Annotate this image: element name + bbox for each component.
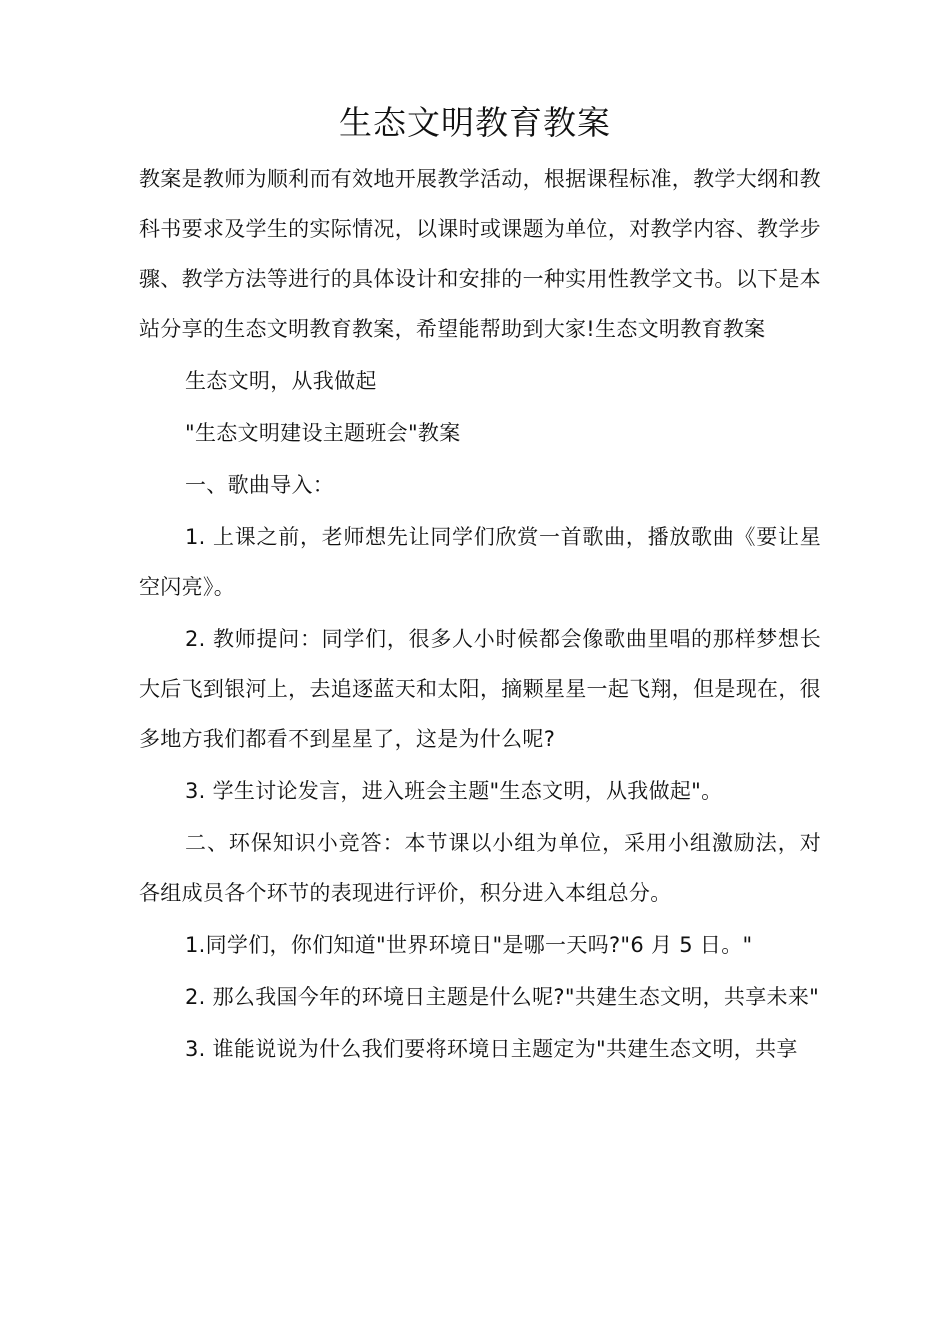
list-item-1-1: 1. 上课之前，老师想先让同学们欣赏一首歌曲，播放歌曲《要让星空闪亮》。 [139, 525, 821, 599]
list-item-2-2: 2. 那么我国今年的环境日主题是什么呢?"共建生态文明，共享未来" [185, 985, 820, 1009]
section-heading-2: 二、环保知识小竞答：本节课以小组为单位，采用小组激励法，对各组成员各个环节的表现进行评价，积分进入本组总分。 [139, 831, 821, 905]
intro-paragraph: 教案是教师为顺利而有效地开展教学活动，根据课程标准，教学大纲和教科书要求及学生的实际情况，以课时或课题为单位，对教学内容、教学步骤、教学方法等进行的具体设计和安排的一种实用性教学文书。以下是本站分享的生态文明教育教案，希望能帮助到大家!生态文明教育教案 [139, 167, 821, 341]
list-item-2-3: 3. 谁能说说为什么我们要将环境日主题定为"共建生态文明，共享 [185, 1037, 798, 1061]
subtitle-paragraph: 生态文明，从我做起 [185, 369, 377, 393]
section-heading-1: 一、歌曲导入： [185, 473, 335, 497]
list-item-1-3: 3. 学生讨论发言，进入班会主题"生态文明，从我做起"。 [185, 779, 723, 803]
document-body [139, 154, 821, 1074]
lesson-title-paragraph: "生态文明建设主题班会"教案 [185, 421, 461, 445]
list-item-2-1: 1.同学们，你们知道"世界环境日"是哪一天吗?"6 月 5 日。" [185, 933, 753, 957]
list-item-1-2: 2. 教师提问：同学们，很多人小时候都会像歌曲里唱的那样梦想长大后飞到银河上，去追逐蓝天和太阳，摘颗星星一起飞翔，但是现在，很多地方我们都看不到星星了，这是为什么呢? [139, 627, 821, 751]
document-title: 生态文明教育教案 [339, 103, 611, 142]
